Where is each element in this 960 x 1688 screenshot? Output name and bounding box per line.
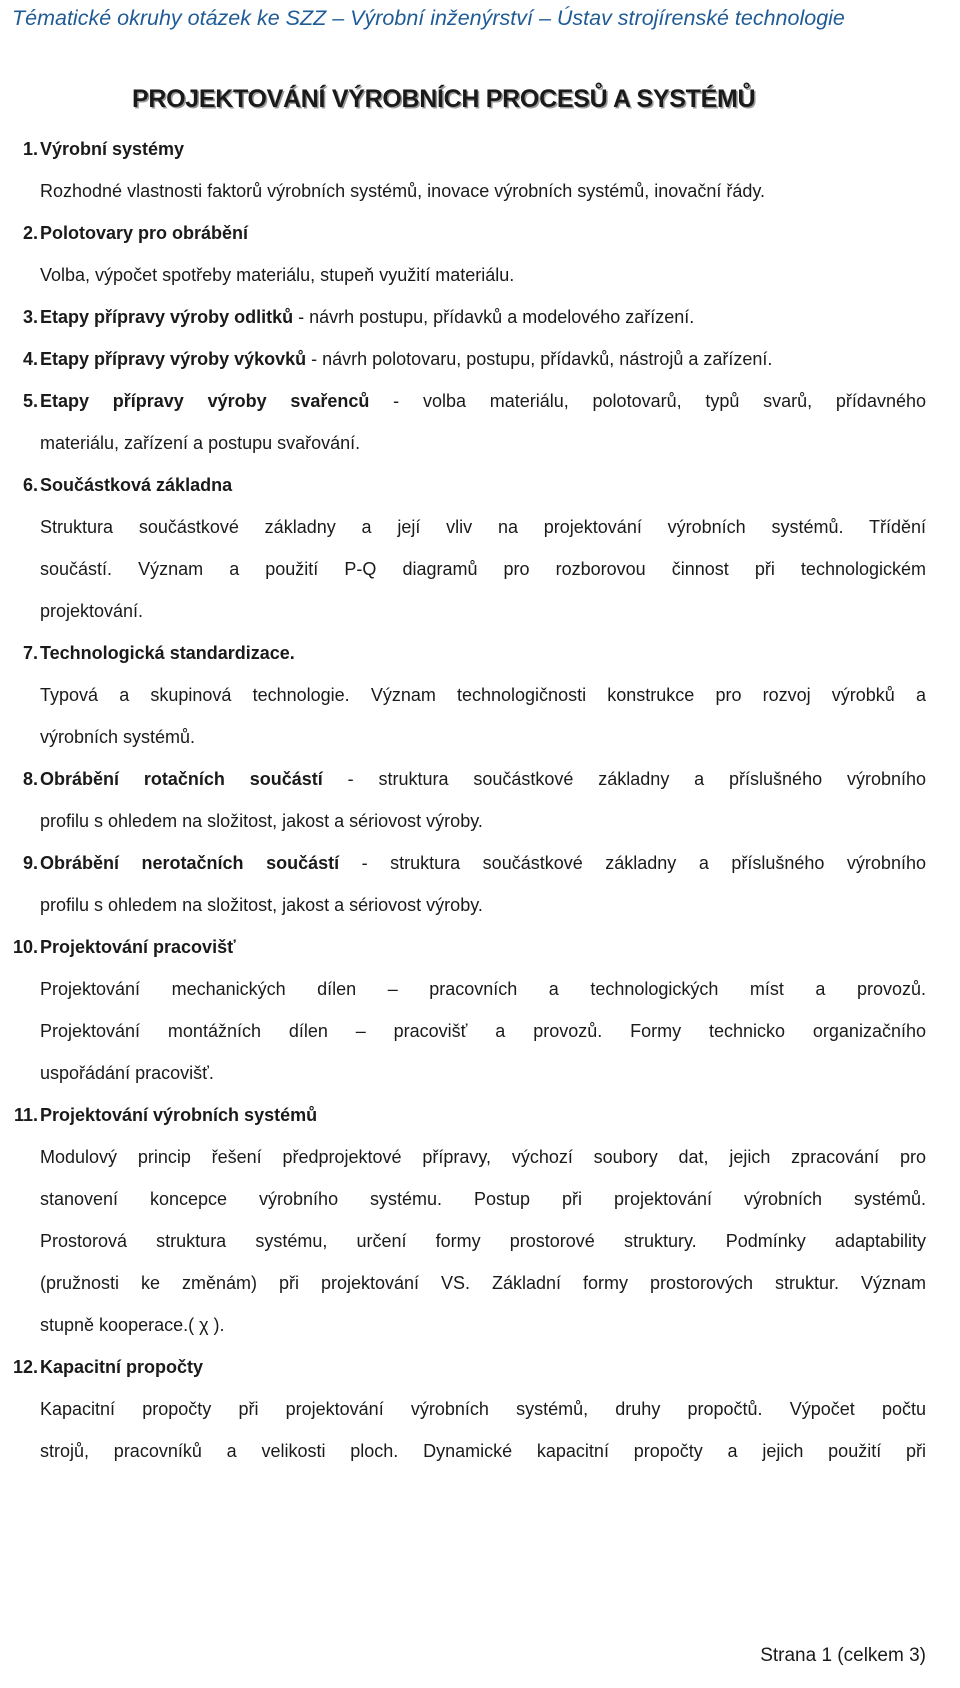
topic-number: 10. [12, 937, 38, 957]
topic-item [12, 464, 926, 632]
topic-description: - struktura součástkové základny a příslušného výrobního [339, 853, 926, 873]
topic-title: Kapacitní propočty [40, 1357, 204, 1377]
topic-description: Volba, výpočet spotřeby materiálu, stupeň využití materiálu. [40, 265, 515, 285]
topic-item [12, 212, 926, 296]
topic-title: Obrábění nerotačních součástí [40, 853, 340, 873]
topic-number: 12. [12, 1357, 38, 1377]
topic-description-line: výrobních systémů. [40, 727, 196, 747]
topic-number: 2. [22, 223, 38, 243]
topic-number: 7. [22, 643, 38, 663]
topic-description-line: Modulový princip řešení předprojektové přípravy, výchozí soubory dat, jejich zpracování pro [40, 1147, 926, 1167]
topic-description: - návrh postupu, přídavků a modelového zařízení. [293, 307, 695, 327]
topic-line [40, 338, 926, 380]
topic-description-line: Projektování mechanických dílen – pracovních a technologických míst a provozů. [40, 979, 926, 999]
topic-description: - struktura součástkové základny a příslušného výrobního [322, 769, 926, 789]
topic-description: - návrh polotovaru, postupu, přídavků, nástrojů a zařízení. [306, 349, 773, 369]
topic-description-line: materiálu, zařízení a postupu svařování. [40, 433, 361, 453]
topic-title: Etapy přípravy výroby odlitků [40, 307, 294, 327]
topic-number: 8. [22, 769, 38, 789]
topic-item [12, 128, 926, 212]
topic-number: 4. [22, 349, 38, 369]
topic-title: Technologická standardizace. [40, 643, 295, 663]
topic-description: Rozhodné vlastnosti faktorů výrobních systémů, inovace výrobních systémů, inovační řády. [40, 181, 766, 201]
topic-line [40, 758, 926, 800]
topic-line [40, 296, 926, 338]
topic-description-line: Typová a skupinová technologie. Význam technologičnosti konstrukce pro rozvoj výrobků a [40, 685, 926, 705]
topic-title: Etapy přípravy výroby výkovků [40, 349, 307, 369]
topic-item [12, 380, 926, 464]
topic-number: 1. [22, 139, 38, 159]
topic-item [12, 1346, 926, 1472]
topic-title: Součástková základna [40, 475, 233, 495]
topic-item [12, 758, 926, 842]
topic-item [12, 296, 926, 338]
topic-description-line: Struktura součástkové základny a její vliv na projektování výrobních systémů. Třídění [40, 517, 926, 537]
topic-description-line: profilu s ohledem na složitost, jakost a sériovost výroby. [40, 895, 483, 915]
topic-description-line: profilu s ohledem na složitost, jakost a sériovost výroby. [40, 811, 483, 831]
topic-title: Polotovary pro obrábění [40, 223, 249, 243]
topic-description-line: stanovení koncepce výrobního systému. Postup při projektování výrobních systémů. [40, 1189, 926, 1209]
topic-title: Obrábění rotačních součástí [40, 769, 323, 789]
topic-description-line: (pružnosti ke změnám) při projektování VS. Základní formy prostorových struktur. Význam [40, 1273, 926, 1293]
topic-description-line: součástí. Význam a použití P-Q diagramů pro rozborovou činnost při technologickém [40, 559, 926, 579]
topic-title: Projektování pracovišť [40, 937, 236, 957]
topic-description-line: stupně kooperace.( χ ). [40, 1315, 225, 1335]
topic-number: 3. [22, 307, 38, 327]
topic-item [12, 338, 926, 380]
topic-item [12, 1094, 926, 1346]
topic-title: Etapy přípravy výroby svařenců [40, 391, 370, 411]
topic-item [12, 632, 926, 758]
page-header: Tématické okruhy otázek ke SZZ – Výrobní inženýrství – Ústav strojírenské technologie [12, 6, 845, 30]
topic-item [12, 842, 926, 926]
topic-line [40, 842, 926, 884]
topic-number: 9. [22, 853, 38, 873]
page-footer: Strana 1 (celkem 3) [760, 1645, 926, 1666]
topic-number: 6. [22, 475, 38, 495]
topic-number: 11. [13, 1105, 38, 1125]
topic-description-line: strojů, pracovníků a velikosti ploch. Dynamické kapacitní propočty a jejich použití při [40, 1441, 926, 1461]
topic-title: Projektování výrobních systémů [40, 1105, 318, 1125]
topic-item [12, 926, 926, 1094]
topic-description-line: Kapacitní propočty při projektování výrobních systémů, druhy propočtů. Výpočet počtu [40, 1399, 926, 1419]
document-title: PROJEKTOVÁNÍ VÝROBNÍCH PROCESŮ A SYSTÉMŮ [132, 85, 756, 113]
topic-list [12, 128, 926, 1472]
topic-description-line: uspořádání pracovišť. [40, 1063, 214, 1083]
topic-line [40, 380, 926, 422]
topic-description-line: Projektování montážních dílen – pracovišť a provozů. Formy technicko organizačního [40, 1021, 926, 1041]
topic-description-line: projektování. [40, 601, 144, 621]
topic-description-line: Prostorová struktura systému, určení formy prostorové struktury. Podmínky adaptability [40, 1231, 926, 1251]
topic-description: - volba materiálu, polotovarů, typů svarů, přídavného [369, 391, 926, 411]
topic-title: Výrobní systémy [40, 139, 185, 159]
topic-number: 5. [22, 391, 38, 411]
